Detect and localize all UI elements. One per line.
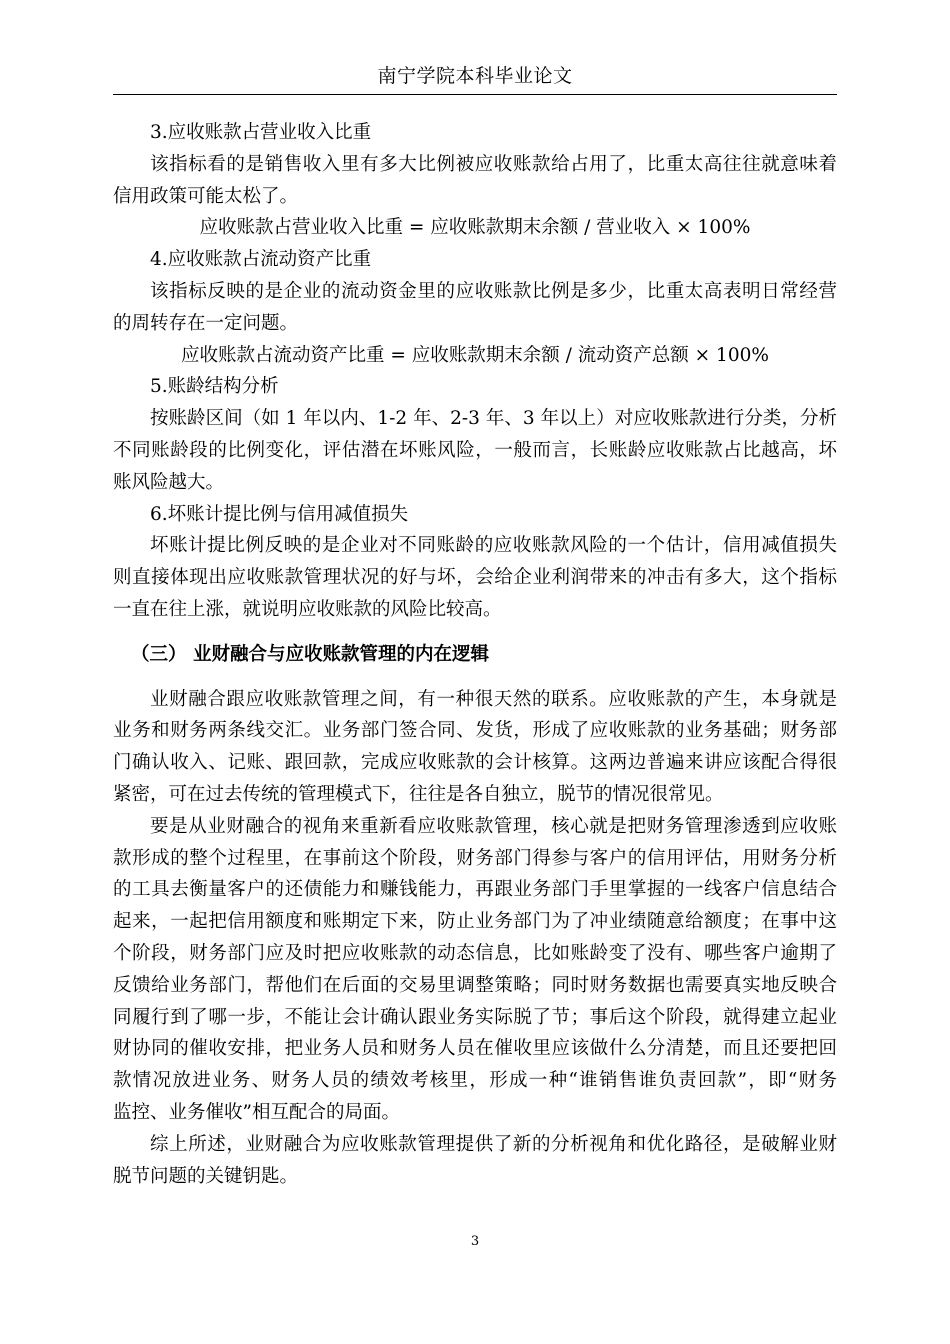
paragraph-line: 按账龄区间（如 1 年以内、1-2 年、2-3 年、3 年以上）对应收账款进行分类，分析 [150,408,837,430]
paragraph-line: 款情况放进业务、财务人员的绩效考核里，形成一种“谁销售谁负责回款”，即“财务 [113,1070,837,1092]
body-paragraph [113,276,837,340]
paragraph-line: 账风险越大。 [113,471,225,493]
subsection-heading: （三） 业财融合与应收账款管理的内在逻辑 [131,643,489,665]
paragraph-line: 财协同的催收安排，把业务人员和财务人员在催收里应该做什么分清楚，而且还要把回 [113,1038,837,1060]
paragraph-line: 坏账计提比例反映的是企业对不同账龄的应收账款风险的一个估计，信用减值损失 [150,535,837,557]
paragraph-line: 起来，一起把信用额度和账期定下来，防止业务部门为了冲业绩随意给额度；在事中这 [113,911,837,933]
numbered-heading: 6.坏账计提比例与信用减值损失 [150,503,409,525]
body-paragraph [113,811,837,1129]
header-divider [113,94,837,95]
body-paragraph [113,1129,837,1193]
paragraph-line: 同履行到了哪一步，不能让会计确认跟业务实际脱了节；事后这个阶段，就得建立起业 [113,1006,837,1028]
page-header-title: 南宁学院本科毕业论文 [377,65,573,87]
paragraph-line: 信用政策可能太松了。 [113,185,299,207]
paragraph-line: 款形成的整个过程里，在事前这个阶段，财务部门得参与客户的信用评估，用财务分析 [113,847,837,869]
body-paragraph [113,684,837,811]
paragraph-line: 门确认收入、记账、跟回款，完成应收账款的会计核算。这两边普遍来讲应该配合得很 [113,752,837,774]
body-paragraph [113,530,837,625]
paragraph-line: 综上所述，业财融合为应收账款管理提供了新的分析视角和优化路径，是破解业财 [150,1133,837,1155]
paragraph-line: 该指标反映的是企业的流动资金里的应收账款比例是多少，比重太高表明日常经营 [150,280,837,302]
paragraph-line: 业务和财务两条线交汇。业务部门签合同、发货，形成了应收账款的业务基础；财务部 [113,720,837,742]
paragraph-line: 则直接体现出应收账款管理状况的好与坏，会给企业利润带来的冲击有多大，这个指标 [113,567,837,589]
formula-line: 应收账款占流动资产比重 = 应收账款期末余额 / 流动资产总额 × 100% [181,344,769,366]
paragraph-line: 该指标看的是销售收入里有多大比例被应收账款给占用了，比重太高往往就意味着 [150,153,837,175]
document-body [113,117,837,1192]
numbered-heading: 3.应收账款占营业收入比重 [150,122,372,143]
paragraph-line: 的周转存在一定问题。 [113,312,299,334]
paragraph-line: 反馈给业务部门，帮他们在后面的交易里调整策略；同时财务数据也需要真实地反映合 [113,974,837,996]
paragraph-line: 不同账龄段的比例变化，评估潜在坏账风险，一般而言，长账龄应收账款占比越高，坏 [113,439,837,461]
page-number: 3 [470,1234,480,1249]
paragraph-line: 监控、业务催收”相互配合的局面。 [113,1101,400,1123]
body-paragraph [113,149,837,213]
paragraph-line: 个阶段，财务部门应及时把应收账款的动态信息，比如账龄变了没有、哪些客户逾期了 [113,942,837,964]
formula-line: 应收账款占营业收入比重 = 应收账款期末余额 / 营业收入 × 100% [199,217,751,239]
paragraph-line: 脱节问题的关键钥匙。 [113,1165,299,1187]
paragraph-line: 业财融合跟应收账款管理之间，有一种很天然的联系。应收账款的产生，本身就是 [150,688,837,710]
paragraph-line: 一直在往上涨，就说明应收账款的风险比较高。 [113,598,502,620]
paragraph-line: 要是从业财融合的视角来重新看应收账款管理，核心就是把财务管理渗透到应收账 [150,815,837,837]
paragraph-line: 紧密，可在过去传统的管理模式下，往往是各自独立，脱节的情况很常见。 [113,783,724,805]
numbered-heading: 4.应收账款占流动资产比重 [150,249,372,271]
body-paragraph [113,403,837,498]
paragraph-line: 的工具去衡量客户的还债能力和赚钱能力，再跟业务部门手里掌握的一线客户信息结合 [113,879,837,901]
numbered-heading: 5.账龄结构分析 [150,376,279,398]
